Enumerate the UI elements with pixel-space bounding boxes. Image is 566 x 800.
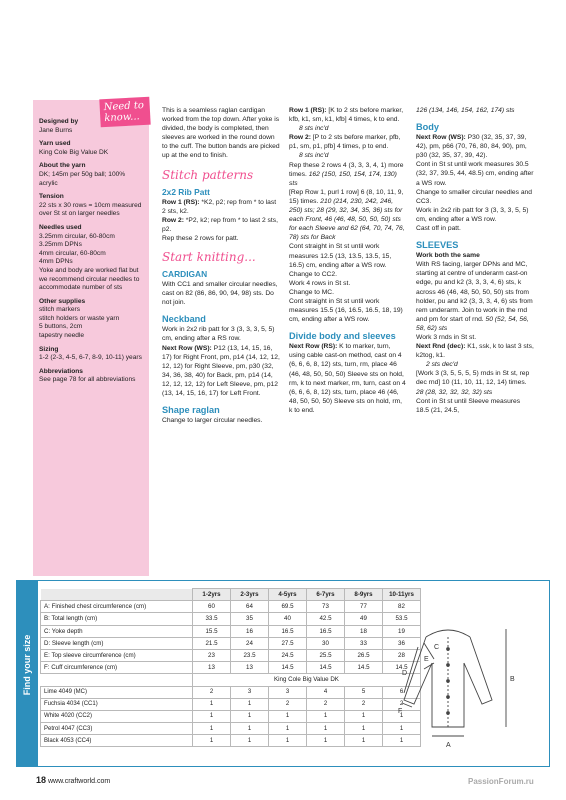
row-label: F: Cuff circumference (cm) xyxy=(41,662,193,674)
table-cell: 3 xyxy=(231,686,269,698)
button xyxy=(447,712,450,715)
table-cell: 25.5 xyxy=(307,649,345,661)
rib-patt-heading: 2x2 Rib Patt xyxy=(162,186,210,197)
f-arrow xyxy=(402,703,412,707)
body-next-row: Next Row (WS): P30 (32, 35, 37, 39, 42), pm, p66 (70, 76, 80, 84, 90), pm, p30 (32, 35, 37, 39, 42). xyxy=(416,134,527,160)
row-label: C: Yoke depth xyxy=(41,625,193,637)
table-cell: 42.5 xyxy=(307,613,345,625)
supply-item: stitch markers xyxy=(39,306,81,314)
table-cell: 28 xyxy=(383,649,421,661)
table-cell: 16.5 xyxy=(307,625,345,637)
tension: 22 sts x 30 rows = 10cm measured over St st on larger needles xyxy=(39,201,142,218)
sleeves-repeat: [Work 3 (3, 5, 5, 5, 5) rnds in St st, rep dec rnd] 10 (11, 10, 11, 12, 14) times. 28 (28, 32, 32, 32, 32) sts xyxy=(416,370,530,396)
diagram-label-a: A xyxy=(446,742,451,749)
table-cell: 2 xyxy=(193,686,231,698)
diagram-label-f: F xyxy=(398,708,403,715)
table-cell: 15.5 xyxy=(193,625,231,637)
needle-item: 3.25mm circular, 60-80cm xyxy=(39,232,115,240)
body-castoff: Cast off in patt. xyxy=(416,225,461,233)
table-cell: 13 xyxy=(231,662,269,674)
column-3 xyxy=(416,106,534,415)
column-1 xyxy=(162,106,280,425)
table-cell: 4 xyxy=(307,686,345,698)
raglan-cont: Cont straight in St st until work measures 12.5 (13, 13.5, 13.5, 15, 16.5) cm, ending after a WS row. xyxy=(289,243,392,269)
table-cell: 13 xyxy=(193,662,231,674)
table-cell: 1 xyxy=(231,698,269,710)
table-cell: 16 xyxy=(231,625,269,637)
yarn-row xyxy=(41,698,421,710)
table-cell: 14.5 xyxy=(383,662,421,674)
table-cell: 60 xyxy=(193,601,231,613)
size-row xyxy=(41,613,421,625)
table-cell: 30 xyxy=(307,637,345,649)
table-cell: 19 xyxy=(383,625,421,637)
table-cell: 1 xyxy=(193,723,231,735)
sleeves-dec: Next Rnd (dec): K1, ssk, k to last 3 sts, k2tog, k1. xyxy=(416,343,534,360)
table-cell: 1 xyxy=(269,735,307,747)
diagram-label-b: B xyxy=(510,676,515,683)
table-cell: 14.5 xyxy=(269,662,307,674)
find-your-size-tag: Find your size xyxy=(16,580,38,767)
body-heading: Body xyxy=(416,122,439,133)
table-cell: 1 xyxy=(345,735,383,747)
divide-next-row: Next Row (RS): K to marker, turn, using cable cast-on method, cast on 4 (6, 6, 6, 8, 12) sts, turn, rm, place 46 (46, 48, 50, 50, 50) Sleeve sts on hold, rm, k to next marker, rm, turn, cast on 4 (6, 6, 6, 8, 12) sts, turn, place 46 (46, 48, 50, 50, 50) Sleeve sts on hold, rm, k to end. xyxy=(289,343,406,414)
row-label: Fuchsia 4034 (CC1) xyxy=(41,698,193,710)
table-cell: 2 xyxy=(345,698,383,710)
rib-row-1: Row 1 (RS): *K2, p2; rep from * to last 2 sts, k2. xyxy=(162,198,277,215)
table-cell: 2 xyxy=(383,698,421,710)
table-cell: 53.5 xyxy=(383,613,421,625)
change-mc: Change to MC. xyxy=(289,288,334,296)
row-label: Petrol 4047 (CC3) xyxy=(41,723,193,735)
row-label: Black 4053 (CC4) xyxy=(41,735,193,747)
yarn-used-heading: Yarn used xyxy=(39,140,71,148)
supply-item: 5 buttons, 2cm xyxy=(39,323,83,331)
table-cell: 82 xyxy=(383,601,421,613)
need-to-know-tag: Need to know... xyxy=(99,97,150,128)
button xyxy=(447,696,450,699)
raglan-row-1: Row 1 (RS): [K to 2 sts before marker, kfb, k1, sm, k1, kfb] 4 times, k to end. xyxy=(289,107,404,124)
table-cell: 3 xyxy=(269,686,307,698)
shape-raglan-heading: Shape raglan xyxy=(162,405,220,416)
stitch-patterns-heading: Stitch patterns xyxy=(162,167,254,182)
intro-text: This is a seamless raglan cardigan worked from the top down. After yoke is divided, the body is completed, then sleeves are worked in the round down to the cuff. The button bands are picked up at the end to finish. xyxy=(162,107,280,160)
supplies-heading: Other supplies xyxy=(39,297,86,305)
table-cell: 33 xyxy=(345,637,383,649)
table-header-cell xyxy=(41,589,193,601)
yarn-row xyxy=(41,710,421,722)
table-cell: 1 xyxy=(269,723,307,735)
supply-item: stitch holders or waste yarn xyxy=(39,314,120,322)
table-cell: 2 xyxy=(307,698,345,710)
table-cell: 23.5 xyxy=(231,649,269,661)
sleeves-rs: With RS facing, larger DPNs and MC, starting at centre of underarm cast-on edge, pu and k2 (3, 3, 3, 4, 6) sts, k across 46 (46, 48, 50, 50, 50) sts from holder, pu and k2 (3, 3, 3, 4, 6) sts from rem underarm. Join to work in the rnd and pm for start of rnd. 50 (52, 54, 56, 58, 62) sts xyxy=(416,261,533,332)
table-cell: 1 xyxy=(193,698,231,710)
table-cell: 35 xyxy=(231,613,269,625)
table-cell: 73 xyxy=(307,601,345,613)
table-cell: 14.5 xyxy=(345,662,383,674)
body-rib: Work in 2x2 rib patt for 3 (3, 3, 3, 5, 5) cm, ending after a WS row. xyxy=(416,206,529,223)
diagram-label-c: C xyxy=(434,644,440,651)
size-row xyxy=(41,625,421,637)
table-cell: 24.5 xyxy=(269,649,307,661)
yarn-header-row xyxy=(41,674,421,686)
size-rows xyxy=(41,601,421,674)
row-label: A: Finished chest circumference (cm) xyxy=(41,601,193,613)
abbreviations-heading: Abbreviations xyxy=(39,367,83,375)
raglan-row-2: Row 2: [P to 2 sts before marker, pfb, p1, sm, p1, pfb] 4 times, p to end. xyxy=(289,134,401,151)
size-row xyxy=(41,662,421,674)
yarn-row xyxy=(41,723,421,735)
table-header-cell: 2-3yrs xyxy=(231,589,269,601)
button xyxy=(447,648,450,651)
size-row xyxy=(41,601,421,613)
table-cell: 5 xyxy=(345,686,383,698)
table-header-cell: 8-9yrs xyxy=(345,589,383,601)
yarn-row xyxy=(41,686,421,698)
needle-item: 3.25mm DPNs xyxy=(39,241,82,249)
table-cell: 40 xyxy=(269,613,307,625)
abbreviations: See page 78 for all abbreviations xyxy=(39,376,136,384)
raglan-row-1-inc: 8 sts inc'd xyxy=(299,125,329,133)
sleeves-dec-count: 2 sts dec'd xyxy=(426,361,458,369)
table-cell: 23 xyxy=(193,649,231,661)
page-number: 18 xyxy=(36,775,47,785)
neckband-heading: Neckband xyxy=(162,314,206,325)
row-label: B: Total length (cm) xyxy=(41,613,193,625)
neckband-text: Work in 2x2 rib patt for 3 (3, 3, 3, 5, 5) cm, ending after a RS row. xyxy=(162,326,275,343)
body-cont: Cont in St st until work measures 30.5 (32, 37, 39.5, 44, 48.5) cm, ending after a WS row. xyxy=(416,161,534,187)
sleeves-heading: SLEEVES xyxy=(416,240,459,251)
start-knitting-heading: Start knitting... xyxy=(162,250,256,265)
yarn-header: King Cole Big Value DK xyxy=(193,674,421,686)
divide-heading: Divide body and sleeves xyxy=(289,331,396,342)
diagram-label-d: D xyxy=(402,670,408,677)
raglan-repeat-2: [Rep Row 1, purl 1 row] 6 (8, 10, 11, 9, 15) times. 210 (214, 230, 242, 246, 250) sts; 28 (29, 32, 34, 35, 36) sts for each Front, 46 (46, 48, 50, 50, 50) sts for each Sleeve and 62 (64, 70, 74, 76, 78) sts for Back xyxy=(289,188,405,242)
table-cell: 16.5 xyxy=(269,625,307,637)
footer xyxy=(36,775,110,785)
needle-item: 4mm DPNs xyxy=(39,258,73,266)
table-cell: 36 xyxy=(383,637,421,649)
table-cell: 1 xyxy=(345,723,383,735)
change-cc2: Change to CC2. xyxy=(289,270,337,278)
about-yarn: DK; 145m per 50g ball; 100% acrylic xyxy=(39,170,126,187)
row-label: White 4020 (CC2) xyxy=(41,710,193,722)
table-cell: 6 xyxy=(383,686,421,698)
work-both-heading: Work both the same xyxy=(416,252,480,260)
diagram-label-e: E xyxy=(424,656,429,663)
needles-heading: Needles used xyxy=(39,223,82,231)
table-cell: 1 xyxy=(345,710,383,722)
table-cell: 64 xyxy=(231,601,269,613)
table-cell: 1 xyxy=(383,710,421,722)
sleeves-cont: Cont in St st until Sleeve measures 18.5 (21, 24.5, xyxy=(416,397,521,414)
raglan-repeat: Rep these 2 rows 4 (3, 3, 3, 4, 1) more times. 162 (150, 150, 154, 174, 130) sts xyxy=(289,161,404,187)
table-cell: 18 xyxy=(345,625,383,637)
table-cell: 1 xyxy=(383,735,421,747)
table-cell: 2 xyxy=(269,698,307,710)
shape-raglan-text: Change to larger circular needles. xyxy=(162,417,263,425)
body-sts: 126 (134, 146, 154, 162, 174) sts xyxy=(416,107,515,114)
designed-by-heading: Designed by xyxy=(39,118,79,125)
body-change: Change to smaller circular needles and CC3. xyxy=(416,188,532,205)
sizing-heading: Sizing xyxy=(39,345,59,353)
sleeves-work-3: Work 3 rnds in St st. xyxy=(416,333,477,341)
button xyxy=(447,664,450,667)
e-arrow xyxy=(424,663,434,669)
table-header-cell: 1-2yrs xyxy=(193,589,231,601)
table-cell: 24 xyxy=(231,637,269,649)
supply-item: tapestry needle xyxy=(39,332,85,340)
table-header-cell: 4-5yrs xyxy=(269,589,307,601)
work-4-rows: Work 4 rows in St st. xyxy=(289,279,351,287)
neckline xyxy=(426,630,470,637)
supplies-list xyxy=(39,306,143,340)
button xyxy=(447,680,450,683)
tension-heading: Tension xyxy=(39,193,64,201)
table-cell: 1 xyxy=(231,735,269,747)
table-cell: 1 xyxy=(307,710,345,722)
table-cell: 1 xyxy=(231,710,269,722)
table-header-row xyxy=(41,589,421,601)
cardigan-schematic-diagram xyxy=(398,605,538,755)
yarn-rows xyxy=(41,686,421,747)
table-cell: 1 xyxy=(307,723,345,735)
cardigan-heading: CARDIGAN xyxy=(162,269,208,280)
table-cell: 1 xyxy=(269,710,307,722)
watermark: PassionForum.ru xyxy=(468,777,534,786)
table-cell: 33.5 xyxy=(193,613,231,625)
table-cell: 1 xyxy=(193,735,231,747)
need-to-know-sidebar xyxy=(33,100,149,576)
raglan-cont-2: Cont straight in St st until work measures 15.5 (16, 16.5, 16.5, 18, 19) cm, ending after a WS row. xyxy=(289,297,403,324)
table-cell: 1 xyxy=(383,723,421,735)
rib-repeat: Rep these 2 rows for patt. xyxy=(162,234,239,242)
raglan-row-2-inc: 8 sts inc'd xyxy=(299,152,329,160)
cardigan-text: With CC1 and smaller circular needles, cast on 82 (86, 86, 90, 94, 98) sts. Do not join. xyxy=(162,281,278,307)
website-link[interactable]: www.craftworld.com xyxy=(47,778,111,785)
right-sleeve xyxy=(464,637,492,704)
table-cell: 69.5 xyxy=(269,601,307,613)
needles-list xyxy=(39,233,143,293)
table-cell: 49 xyxy=(345,613,383,625)
sizing: 1-2 (2-3, 4-5, 6-7, 8-9, 10-11) years xyxy=(39,354,142,362)
table-cell: 77 xyxy=(345,601,383,613)
yarn-row xyxy=(41,735,421,747)
table-header-cell: 10-11yrs xyxy=(383,589,421,601)
table-cell: 27.5 xyxy=(269,637,307,649)
column-2 xyxy=(289,106,407,415)
table-cell: 1 xyxy=(231,723,269,735)
yarn-used: King Cole Big Value DK xyxy=(39,148,109,156)
about-yarn-heading: About the yarn xyxy=(39,162,86,170)
table-cell: 1 xyxy=(307,735,345,747)
table-cell: 21.5 xyxy=(193,637,231,649)
table-header-cell: 6-7yrs xyxy=(307,589,345,601)
rib-row-2: Row 2: *P2, k2; rep from * to last 2 sts, p2. xyxy=(162,216,278,233)
table-cell: 1 xyxy=(193,710,231,722)
designed-by: Jane Burns xyxy=(39,126,73,134)
table-cell: 14.5 xyxy=(307,662,345,674)
size-table xyxy=(40,588,421,747)
size-row xyxy=(41,649,421,661)
table-cell xyxy=(41,674,193,686)
table-cell: 26.5 xyxy=(345,649,383,661)
needle-item: 4mm circular, 60-80cm xyxy=(39,249,106,257)
row-label: E: Top sleeve circumference (cm) xyxy=(41,649,193,661)
needle-item: Yoke and body are worked flat but we recommend circular needles to accommodate number of sts xyxy=(39,266,140,292)
size-row xyxy=(41,637,421,649)
row-label: D: Sleeve length (cm) xyxy=(41,637,193,649)
row-label: Lime 4049 (MC) xyxy=(41,686,193,698)
neckband-next-row: Next Row (WS): P12 (13, 14, 15, 16, 17) for Right Front, pm, p14 (14, 12, 12, 12, 12) for Right Sleeve, pm, p30 (32, 34, 36, 38, 40) for Back, pm, p14 (14, 12, 12, 12, 12) for Left Sleeve, pm, p12 (13, 14, 15, 16, 17) for Left Front. xyxy=(162,344,280,397)
